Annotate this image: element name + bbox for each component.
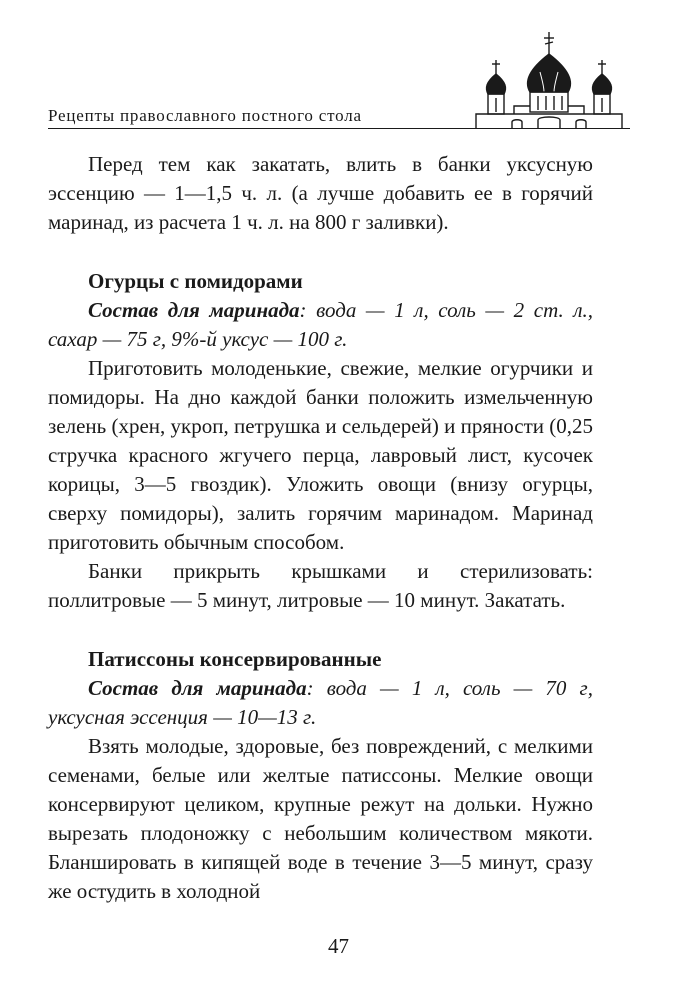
page-body [48, 150, 593, 906]
running-header-title: Рецепты православного постного стола [48, 106, 362, 125]
marinade-composition [48, 296, 593, 354]
recipe-heading-pattypan-squash: Патиссоны консервированные [88, 647, 382, 671]
paragraph: Взять молодые, здоровые, без повреждений, с мелкими семенами, белые или желтые патиссоны. Мелкие овощи консервируют целиком, крупные режут на дольки. Нужно вырезать плодоножку с небольшим количеством мякоти. Бланшировать в кипящей воде в течение 3—5 минут, сразу же остудить в холодной [48, 734, 593, 903]
marinade-composition [48, 674, 593, 732]
running-header [48, 30, 630, 132]
paragraph: Банки прикрыть крышками и стерилизовать: поллитровые — 5 минут, литровые — 10 минут. Закатать. [48, 559, 593, 612]
composition-text: : вода — 1 л, соль — 70 г, уксусная эссенция — 10—13 г. [48, 676, 593, 729]
paragraph: Перед тем как закатать, влить в банки уксусную эссенцию — 1—1,5 ч. л. (а лучше добавить ее в горячий маринад, из расчета 1 ч. л. на 800 г заливки). [48, 152, 593, 234]
composition-label: Состав для маринада [88, 676, 307, 700]
composition-text: : вода — 1 л, соль — 2 ст. л., сахар — 75 г, 9%-й уксус — 100 г. [48, 298, 593, 351]
recipe-heading-cucumbers-tomatoes: Огурцы с помидорами [88, 269, 303, 293]
paragraph: Приготовить молоденькие, свежие, мелкие огурчики и помидоры. На дно каждой банки положить измельченную зелень (хрен, укроп, петрушка и сельдерей) и пряности (0,25 стручка красного жгучего перца, лавровый лист, кусочек корицы, 3—5 гвоздик). Уложить овощи (внизу огурцы, сверху помидоры), залить горячим маринадом. Маринад приготовить обычным способом. [48, 356, 593, 554]
composition-label: Состав для маринада [88, 298, 300, 322]
page-number: 47 [328, 934, 349, 958]
church-cupolas-icon [468, 30, 630, 130]
